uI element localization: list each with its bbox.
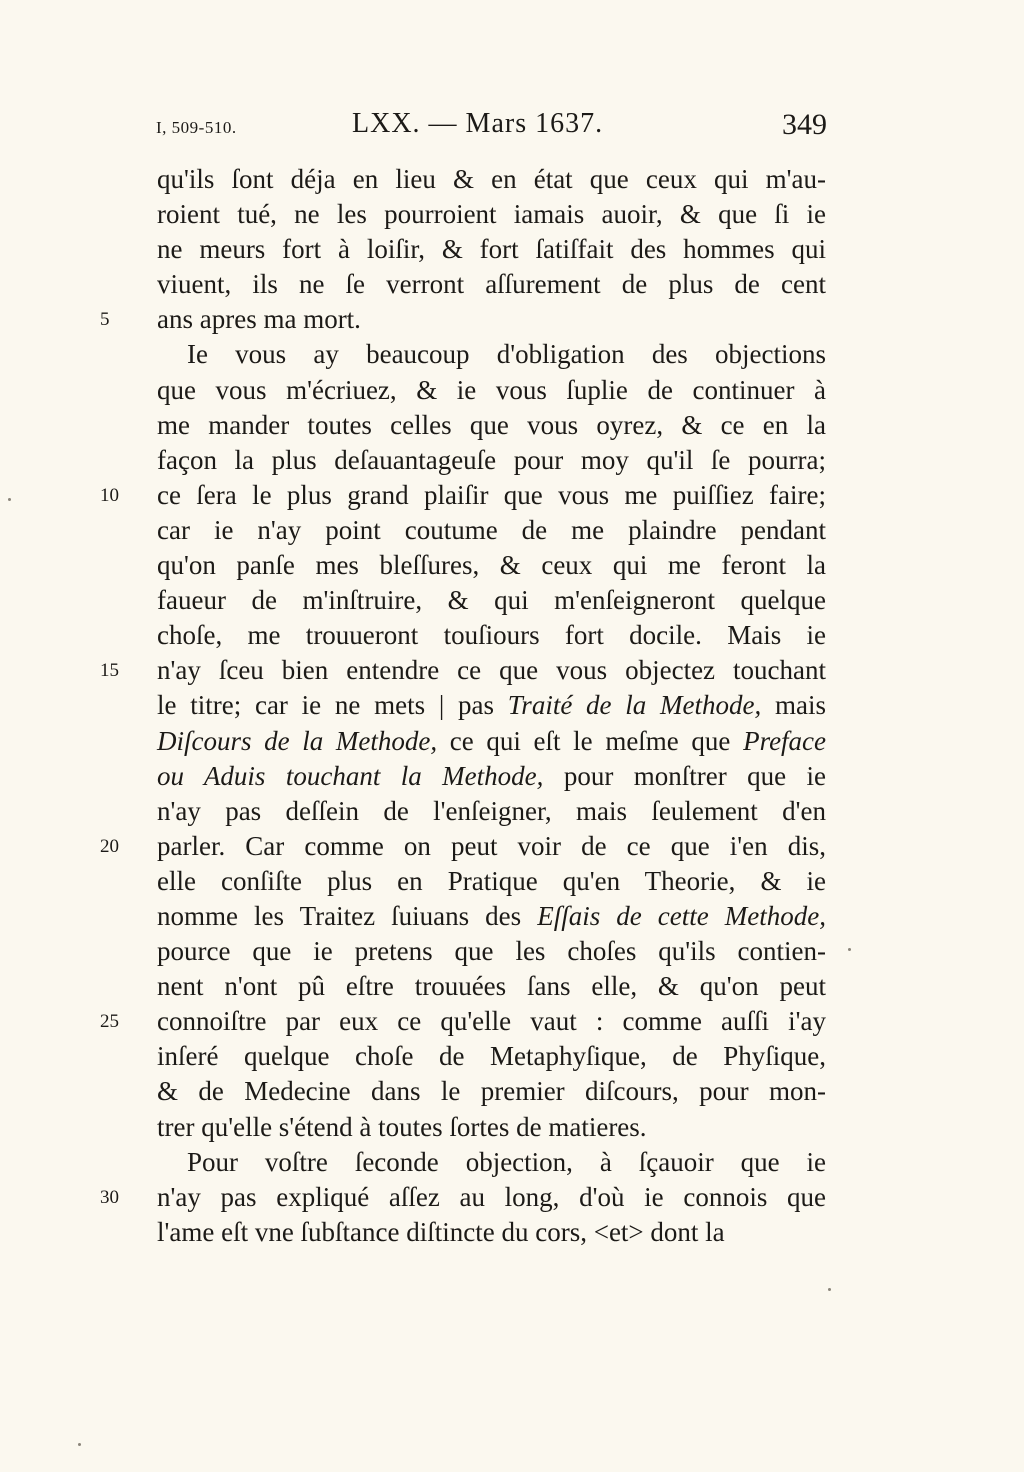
line-number: 20 xyxy=(100,835,119,857)
text-line xyxy=(157,548,826,583)
italic-title: Traité de la Methode, xyxy=(507,690,762,721)
line-text: connoiſtre par eux ce qu'elle vaut : comme auſſi i'ay xyxy=(157,1006,826,1037)
line-text: l'ame eſt vne ſubſtance diſtincte du cors, <et> dont la xyxy=(157,1216,725,1247)
line-text: pour monſtrer que ie xyxy=(563,760,826,791)
header-reference: I, 509-510. xyxy=(156,118,237,137)
text-line xyxy=(157,1004,826,1039)
line-text: inſeré quelque choſe de Metaphyſique, de Phyſique, xyxy=(157,1041,826,1072)
paper-speck xyxy=(828,1288,831,1291)
italic-title: Preface xyxy=(743,725,827,756)
line-text: pource que ie pretens que les choſes qu'ils contien- xyxy=(157,936,826,967)
text-line xyxy=(157,373,826,408)
line-text: viuent, ils ne ſe verront aſſurement de plus de cent xyxy=(157,269,826,300)
paper-speck xyxy=(848,948,851,951)
line-text: elle conſiſte plus en Pratique qu'en Theorie, & ie xyxy=(157,865,826,896)
line-text: façon la plus deſauantageuſe pour moy qu'il ſe pourra; xyxy=(157,444,826,475)
line-number: 10 xyxy=(100,484,119,506)
text-line xyxy=(157,618,826,653)
page-number: 349 xyxy=(782,108,827,141)
text-line xyxy=(157,759,826,794)
line-text: n'ay pas deſſein de l'enſeigner, mais ſeulement d'en xyxy=(157,795,826,826)
text-line xyxy=(157,583,826,618)
line-text: nomme les Traitez ſuiuans des xyxy=(157,900,522,931)
paper-speck xyxy=(8,498,11,501)
line-number: 30 xyxy=(100,1186,119,1208)
text-line xyxy=(157,653,826,688)
text-line xyxy=(157,302,826,337)
italic-title: Eſſais de cette Methode, xyxy=(537,900,826,931)
line-text: car ie n'ay point coutume de me plaindre pendant xyxy=(157,514,826,545)
line-text: qu'on panſe mes bleſſures, & ceux qui me feront la xyxy=(157,550,826,581)
text-line xyxy=(157,688,826,723)
text-line xyxy=(157,829,826,864)
line-text: nent n'ont pû eſtre trouuées ſans elle, & qu'on peut xyxy=(157,971,826,1002)
paper-speck xyxy=(78,1443,81,1446)
line-text: ne meurs fort à loiſir, & fort ſatiſfait des hommes qui xyxy=(157,234,826,265)
line-text: qu'ils ſont déja en lieu & en état que ceux qui m'au- xyxy=(157,164,826,194)
text-line xyxy=(157,408,826,443)
line-number: 5 xyxy=(100,309,110,331)
line-text: le titre; car ie ne mets | pas xyxy=(157,690,495,721)
text-line xyxy=(157,794,826,829)
line-text: choſe, me trouueront touſiours fort docile. Mais ie xyxy=(157,620,826,651)
line-text: trer qu'elle s'étend à toutes ſortes de matieres. xyxy=(157,1111,647,1142)
line-text: & de Medecine dans le premier diſcours, pour mon- xyxy=(157,1076,826,1107)
line-text: mais xyxy=(775,690,826,721)
line-text: Pour voſtre ſeconde objection, à ſçauoir que ie xyxy=(187,1146,826,1177)
line-text: faueur de m'inſtruire, & qui m'enſeigneront quelque xyxy=(157,585,826,616)
text-line xyxy=(157,443,826,478)
text-line xyxy=(157,1180,826,1215)
text-line xyxy=(157,267,826,302)
text-line xyxy=(157,478,826,513)
line-text: ce qui eſt le meſme que xyxy=(449,725,731,756)
line-text: me mander toutes celles que vous oyrez, & ce en la xyxy=(157,409,826,440)
line-text: Ie vous ay beaucoup d'obligation des objections xyxy=(187,339,826,370)
text-line xyxy=(157,232,826,267)
line-number: 15 xyxy=(100,660,119,682)
text-line xyxy=(157,969,826,1004)
italic-title: ou Aduis touchant la Methode, xyxy=(157,760,544,791)
text-line xyxy=(157,513,826,548)
text-line xyxy=(157,197,826,232)
text-line xyxy=(157,162,826,197)
text-line xyxy=(157,1110,826,1145)
text-line xyxy=(157,337,826,372)
line-text: roient tué, ne les pourroient iamais auoir, & que ſi ie xyxy=(157,199,826,230)
line-text: que vous m'écriuez, & ie vous ſuplie de continuer à xyxy=(157,374,826,405)
line-number: 25 xyxy=(100,1011,119,1033)
italic-title: Diſcours de la Methode, xyxy=(157,725,438,756)
line-text: parler. Car comme on peut voir de ce que i'en dis, xyxy=(157,830,826,861)
letter-text xyxy=(157,162,826,1250)
text-line xyxy=(157,1145,826,1180)
line-text: n'ay pas expliqué aſſez au long, d'où ie connois que xyxy=(157,1181,826,1212)
running-title: LXX. — Mars 1637. xyxy=(352,108,604,139)
text-line xyxy=(157,934,826,969)
line-text: ans apres ma mort. xyxy=(157,304,361,335)
text-line xyxy=(157,899,826,934)
text-line xyxy=(157,1074,826,1109)
text-line xyxy=(157,864,826,899)
text-line xyxy=(157,724,826,759)
text-line xyxy=(157,1215,826,1250)
line-text: n'ay ſceu bien entendre ce que vous objectez touchant xyxy=(157,655,826,686)
line-text: ce ſera le plus grand plaiſir que vous me puiſſiez faire; xyxy=(157,479,826,510)
text-line xyxy=(157,1039,826,1074)
